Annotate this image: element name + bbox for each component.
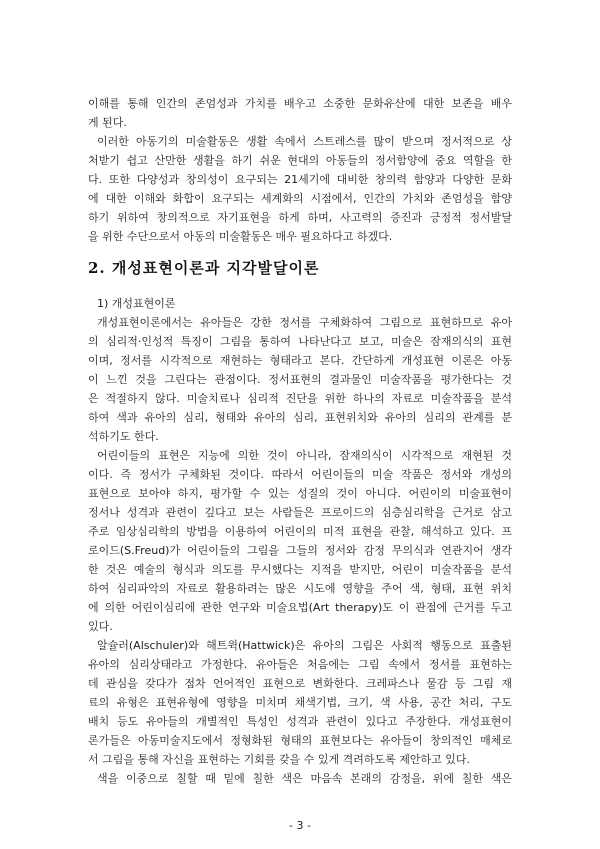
text-line: 에 의한 어린이심리에 관한 연구와 미술요법(Art therapy)도 이 관점에 근거를 두고 [88,601,512,614]
text-line: 을 위한 수단으로서 아동의 미술활동은 매우 필요하다고 하겠다. [88,230,393,243]
text-line: 이며, 정서를 시각적으로 재현하는 형태라고 본다. 간단하게 개성표현 이론은 아동 [88,354,512,367]
text-line: 개성표현이론에서는 유아들은 강한 정서를 구체화하여 그림으로 표현하므로 유아 [97,316,512,329]
paragraph-children-art [88,132,512,246]
text-line: 표현으로 보아야 하지, 평가할 수 있는 성질의 것이 아니다. 어린이의 미술표현이 [88,487,512,500]
text-line: 게 된다. [88,116,127,129]
text-line: 하기 위하여 창의적으로 자기표현을 하게 하며, 사고력의 증진과 긍정적 정서발달 [88,211,512,224]
text-line: 이러한 아동기의 미술활동은 생활 속에서 스트레스를 많이 받으며 정서적으로 상 [97,135,512,148]
text-line: 석하기도 한다. [88,430,159,443]
text-line: 유아의 심리상태라고 가정한다. 유아들은 처음에는 그림 속에서 정서를 표현하는 [88,658,512,671]
text-line: 어린이들의 표현은 지능에 의한 것이 아니라, 잠재의식이 시각적으로 재현된 것 [97,449,512,462]
text-line: 색을 이중으로 칠할 때 밑에 칠한 색은 마음속 본래의 감정을, 위에 칠한 색은 [97,772,512,785]
paragraph-alschuler-hattwick [88,636,512,769]
text-line: 하여 색과 유아의 심리, 형태와 유아의 심리, 표현위치와 유아의 심리의 관계를 분 [88,411,512,424]
text-line: 이 느낀 것을 그린다는 관점이다. 정서표현의 결과물인 미술작품을 평가한다는 것 [88,373,512,386]
paragraph-color-layering [88,769,512,788]
text-line: 의 심리적·인성적 특징이 그림을 통하여 나타난다고 보고, 미술은 잠재의식의 표현 [88,335,512,348]
text-line: 이다. 즉 정서가 구체화된 것이다. 따라서 어린이들의 미술 작품은 정서와 개성의 [88,468,512,481]
text-line: 처받기 쉽고 산만한 생활을 하기 쉬운 현대의 아동들의 정서함양에 중요 역할을 한 [88,154,512,167]
text-line: 이해를 통해 인간의 존엄성과 가치를 배우고 소중한 문화유산에 대한 보존을 배우 [88,97,512,110]
paragraph-personality-theory [88,313,512,446]
section-heading: 2. 개성표현이론과 지각발달이론 [88,259,320,277]
text-line: 에 대한 이해와 화합이 요구되는 세계화의 시점에서, 인간의 가치와 존엄성을 함양 [88,192,512,205]
text-line: 서 그림을 통해 자신을 표현하는 기회를 갖을 수 있게 격려하도록 제안하고 있다. [88,753,470,766]
text-line: 데 관심을 갖다가 점차 언어적인 표현으로 변화한다. 크레파스나 물감 등 그림 재 [88,677,512,690]
text-line: 알슐러(Alschuler)와 해트윅(Hattwick)은 유아의 그림은 사회적 행동으로 표출된 [97,639,512,652]
text-line: 주로 임상심리학의 방법을 이용하여 어린이의 미적 표현을 관찰, 해석하고 있다. 프 [88,525,512,538]
text-line: 은 적절하지 않다. 미술치료나 심리적 진단을 위한 하나의 자료로 미술작품을 분석 [88,392,512,405]
paragraph-intro [88,94,512,132]
text-line: 로이드(S.Freud)가 어린이들의 그림을 그들의 정서와 감정 무의식과 연관지어 생각 [88,544,512,557]
text-line: 다. 또한 다양성과 창의성이 요구되는 21세기에 대비한 창의력 함양과 다양한 문화 [88,173,512,186]
page-number: - 3 - [289,819,311,832]
document-body [88,94,512,788]
text-line: 하여 심리파악의 자료로 활용하려는 많은 시도에 영향을 주어 색, 형태, 표현 위치 [88,582,512,595]
text-line: 있다. [88,620,113,633]
text-line: 배치 등도 유아들의 개별적인 특성인 성격과 관련이 있다고 주장한다. 개성표현이 [88,715,512,728]
subsection-heading: 1) 개성표현이론 [97,297,176,310]
text-line: 료의 유형은 표현유형에 영향을 미치며 채색기법, 크기, 색 사용, 공간 처리, 구도 [88,696,512,709]
text-line: 정서나 성격과 관련이 깊다고 보는 사람들은 프로이드의 심층심리학을 근거로 삼고 [88,506,512,519]
text-line: 론가들은 아동미술지도에서 정형화된 형태의 표현보다는 유아들이 창의적인 매체로 [88,734,512,747]
paragraph-children-expression [88,446,512,636]
text-line: 한 것은 예술의 형식과 의도를 무시했다는 지적을 받지만, 어린이 미술작품을 분석 [88,563,512,576]
